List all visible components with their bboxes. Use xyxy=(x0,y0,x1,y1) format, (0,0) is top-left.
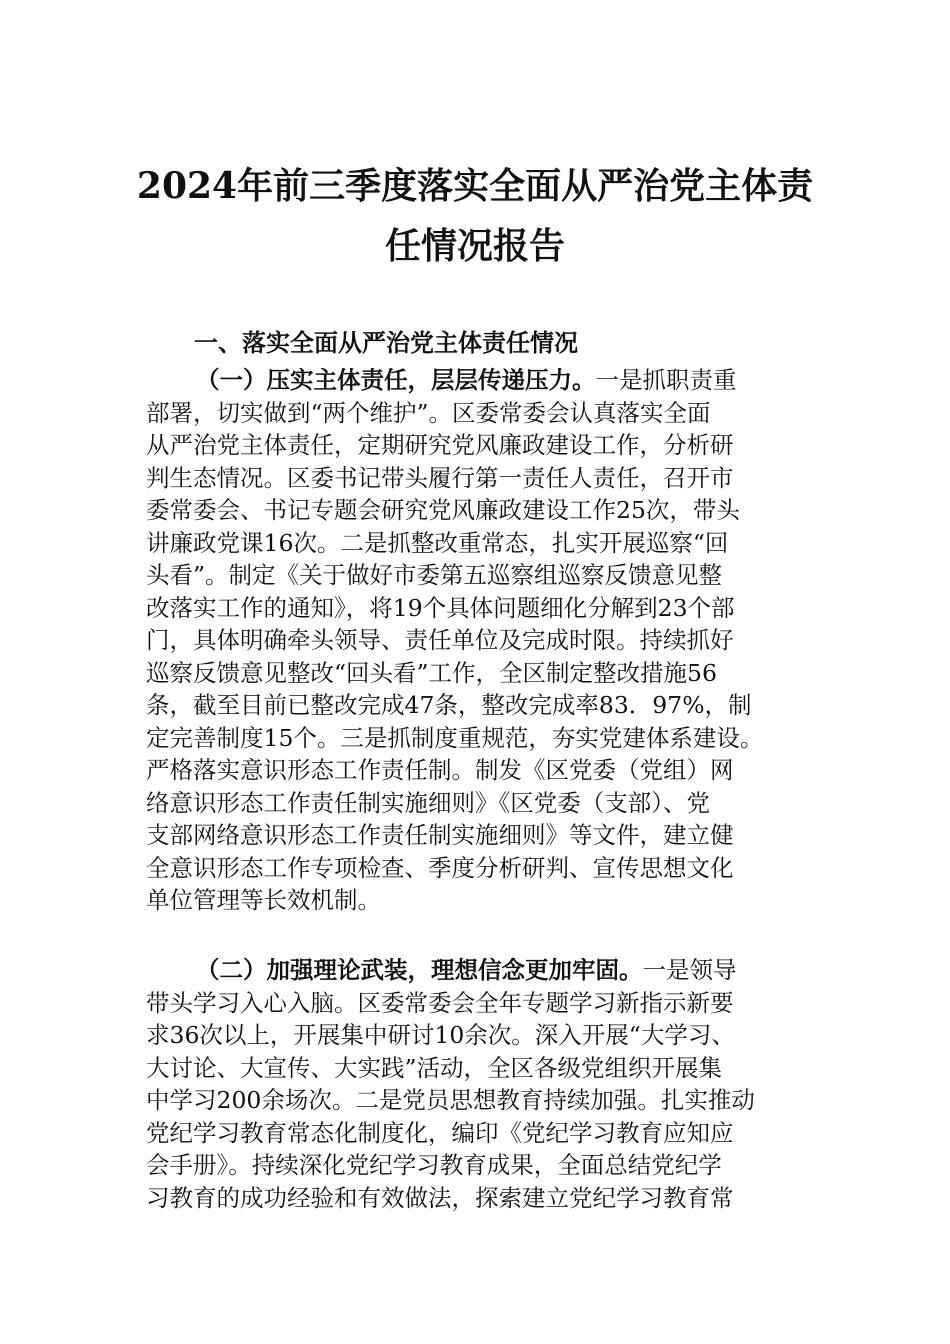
paragraph-2-first-line xyxy=(146,954,816,987)
text-line: 全意识形态工作专项检查、季度分析研判、宣传思想文化 xyxy=(146,853,734,882)
text-line: 部署，切实做到“两个维护”。区委常委会认真落实全面 xyxy=(146,398,711,427)
document-title xyxy=(120,156,830,276)
text-line: 巡察反馈意见整改“回头看”工作，全区制定整改措施56 xyxy=(146,658,717,687)
paragraph-2-first-tail: 一是领导 xyxy=(642,956,737,984)
text-line: 头看”。制定《关于做好市委第五巡察组巡察反馈意见整 xyxy=(146,561,723,589)
text-line: 中学习200余场次。二是党员思想教育持续加强。扎实推动 xyxy=(146,1086,755,1114)
paragraph-1-first-line xyxy=(146,364,816,397)
title-line-1: 2024年前三季度落实全面从严治党主体责 xyxy=(136,165,814,207)
text-line: 严格落实意识形态工作责任制。制发《区党委（党组）网 xyxy=(146,756,734,784)
text-line: 大讨论、大宣传、大实践”活动，全区各级党组织开展集 xyxy=(146,1053,723,1082)
text-line: 支部网络意识形态工作责任制实施细则》等文件，建立健 xyxy=(146,821,734,849)
text-line: 改落实工作的通知》，将19个具体问题细化分解到23个部 xyxy=(146,593,735,622)
title-line-2: 任情况报告 xyxy=(384,225,565,267)
text-line: 判生态情况。区委书记带头履行第一责任人责任，召开市 xyxy=(146,463,734,492)
text-line: 定完善制度15个。三是抓制度重规范，夯实党建体系建设。 xyxy=(146,723,764,752)
text-line: 讲廉政党课16次。二是抓整改重常态，扎实开展巡察“回 xyxy=(146,528,729,557)
text-line: 带头学习入心入脑。区委常委会全年专题学习新指示新要 xyxy=(146,988,734,1017)
paragraph-1 xyxy=(146,364,816,917)
section-heading: 一、落实全面从严治党主体责任情况 xyxy=(194,329,578,357)
paragraph-1-first-tail: 一是抓职责重 xyxy=(595,366,737,394)
text-line: 络意识形态工作责任制实施细则》《区党委（支部）、党 xyxy=(146,788,710,817)
paragraph-1-lead: （一）压实主体责任，层层传递压力。 xyxy=(196,366,596,394)
text-line: 委常委会、书记专题会研究党风廉政建设工作25次，带头 xyxy=(146,496,740,524)
text-line: 党纪学习教育常态化制度化，编印《党纪学习教育应知应 xyxy=(146,1118,734,1147)
text-line: 会手册》。持续深化党纪学习教育成果，全面总结党纪学 xyxy=(146,1151,722,1179)
text-line: 条，截至目前已整改完成47条，整改完成率83．97%，制 xyxy=(146,691,752,719)
paragraph-2-lead: （二）加强理论武装，理想信念更加牢固。 xyxy=(196,956,643,984)
text-line: 习教育的成功经验和有效做法，探索建立党纪学习教育常 xyxy=(146,1183,734,1212)
paragraph-2 xyxy=(146,954,816,1214)
text-line: 单位管理等长效机制。 xyxy=(146,886,381,914)
text-line: 门，具体明确牵头领导、责任单位及完成时限。持续抓好 xyxy=(146,626,734,654)
text-line: 求36次以上，开展集中研讨10余次。深入开展“大学习、 xyxy=(146,1021,735,1049)
text-line: 从严治党主体责任，定期研究党风廉政建设工作，分析研 xyxy=(146,431,734,459)
